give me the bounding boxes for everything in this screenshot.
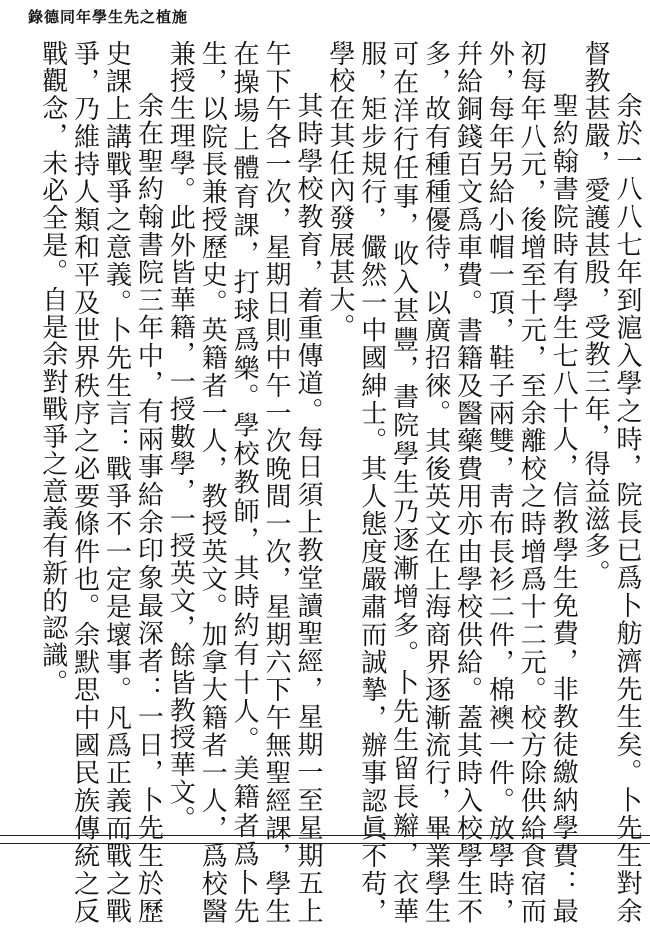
page-rule-line [0,835,650,836]
paragraph-1: 余於一八八七年到滬入學之時，院長已爲卜舫濟先生矣。卜先生對余督教甚嚴，愛護甚殷，受教三年，得益滋多。 [580,40,642,925]
body-text [32,40,642,925]
page-rule-line [0,843,650,844]
paragraph-2: 聖約翰書院時有學生七八十人，信教學生免費，非教徒繳納學費：最初每年八元，後增至十元，至余離校之時增爲十二元。校方除供給食宿而外，每年另給小帽一頂，鞋子兩雙，靑布長衫二件，棉襖一件。放學時，幷給銅錢百文爲車費。書籍及醫藥費用亦由學校供給。蓋其時入校學生不多，故有種種優待，以廣招徠。其後英文在上海商界逐漸流行，畢業學生可在洋行任事，收入甚豐，書院學生乃逐漸增多。卜先生留長辮，衣華服，矩步規行，儼然一中國紳士。其人態度嚴肅而誠摯，辦事認眞不苟，學校在其任內發展甚大。 [324,40,579,925]
running-header: 錄德同年學生先之植施 [28,8,189,26]
paragraph-4: 余在聖約翰書院三年中，有兩事給余印象最深者：一日，卜先生於歷史課上講戰爭之意義。卜先生言：戰爭不一定是壞事。凡爲正義而戰之戰爭，乃維持人類和平及世界秩序之必要條件也。余默思中國民族傳統之反戰觀念，未必全是。自是余對戰爭之意義有新的認識。 [37,40,164,925]
paragraph-3: 其時學校教育，着重傳道。每日須上教堂讀聖經，星期一至星期五上午下午各一次，星期日則中午一次晚間一次，星期六下午無聖經課，學生在操場上體育課，打球爲樂。學校教師，其時約有十人。美籍者爲卜先生，以院長兼授歷史。英籍者一人，教授英文。加拿大籍者一人，爲校醫兼授生理學。此外皆華籍，一授數學，一授英文，餘皆教授華文。 [165,40,323,925]
